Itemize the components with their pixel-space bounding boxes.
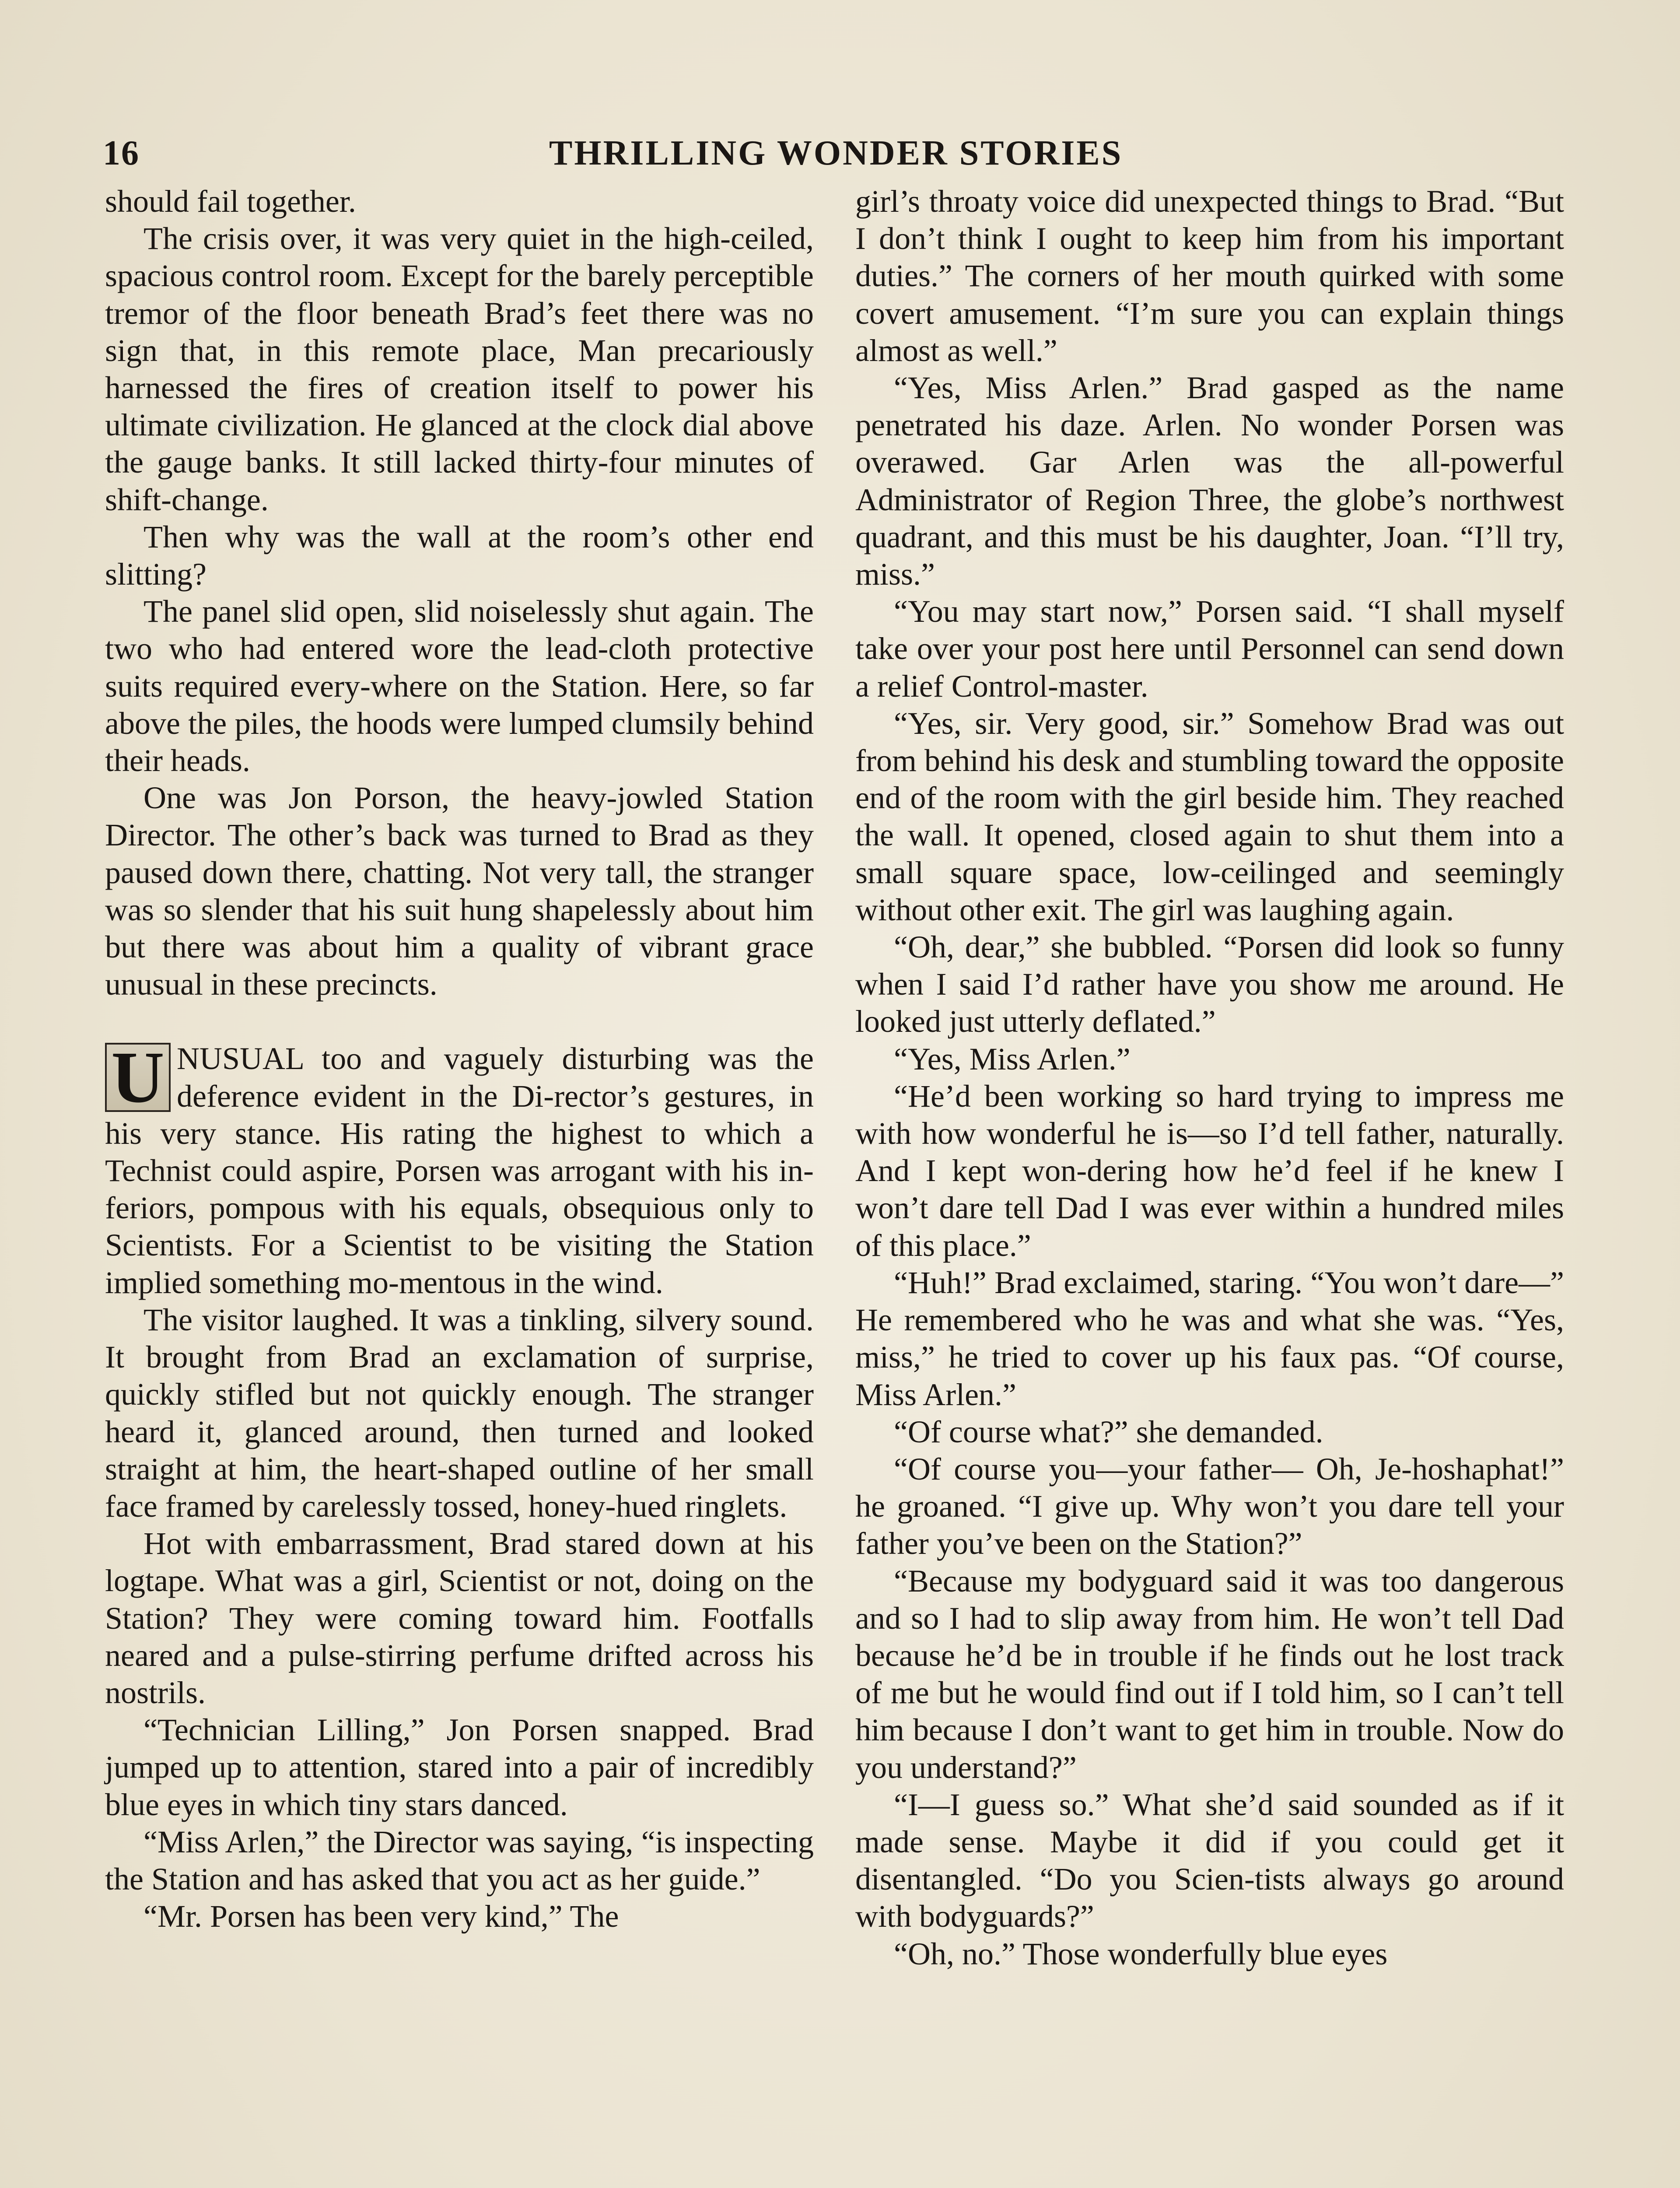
paragraph-text: NUSUAL too and vaguely disturbing was the deference evident in the Di-rector’s gestures, in his very stance. His rating the highest to which a Technist could aspire, Porsen was arrogant with his in-feriors, pompous with his equals, obsequious only to Scientists. For a Scientist to be visiting the Station implied something mo-mentous in the wind.	[105, 1041, 814, 1300]
paragraph: “Miss Arlen,” the Director was saying, “is inspecting the Station and has asked that you act as her guide.”	[105, 1824, 814, 1897]
paragraph: “Yes, Miss Arlen.”	[894, 1041, 1130, 1076]
right-column	[855, 183, 1564, 1973]
paragraph: “You may start now,” Porsen said. “I shall myself take over your post here until Personnel can send down a relief Control-master.	[855, 594, 1564, 704]
left-column	[105, 183, 814, 1935]
paragraph: Then why was the wall at the room’s other end slitting?	[105, 519, 814, 592]
paragraph: Hot with embarrassment, Brad stared down at his logtape. What was a girl, Scientist or not, doing on the Station? They were coming toward him. Footfalls neared and a pulse-stirring perfume drifted across his nostrils.	[105, 1526, 814, 1710]
paragraph: should fail together.	[105, 184, 356, 219]
paragraph: “Technician Lilling,” Jon Porsen snapped. Brad jumped up to attention, stared into a pair of incredibly blue eyes in which tiny stars danced.	[105, 1712, 814, 1822]
paragraph: The panel slid open, slid noiselessly shut again. The two who had entered wore the lead-cloth protective suits required every-where on the Station. Here, so far above the piles, the hoods were lumped clumsily behind their heads.	[105, 594, 814, 778]
page-header	[103, 127, 1575, 179]
drop-cap-letter: U	[105, 1043, 171, 1112]
paragraph: “Of course you—your father— Oh, Je-hoshaphat!” he groaned. “I give up. Why won’t you dare tell your father you’ve been on the Station?”	[855, 1451, 1564, 1561]
paragraph: “Yes, Miss Arlen.” Brad gasped as the name penetrated his daze. Arlen. No wonder Porsen was overawed. Gar Arlen was the all-powerful Administrator of Region Three, the globe’s northwest quadrant, and this must be his daughter, Joan. “I’ll try, miss.”	[855, 370, 1564, 592]
paragraph: girl’s throaty voice did unexpected things to Brad. “But I don’t think I ought to keep him from his important duties.” The corners of her mouth quirked with some covert amusement. “I’m sure you can explain things almost as well.”	[855, 184, 1564, 368]
paragraph: The visitor laughed. It was a tinkling, silvery sound. It brought from Brad an exclamation of surprise, quickly stifled but not quickly enough. The stranger heard it, glanced around, then turned and looked straight at him, the heart-shaped outline of her small face framed by carelessly tossed, honey-hued ringlets.	[105, 1302, 814, 1524]
paragraph: “Mr. Porsen has been very kind,” The	[144, 1899, 619, 1934]
paragraph: “Oh, no.” Those wonderfully blue eyes	[894, 1936, 1388, 1971]
page-number: 16	[103, 134, 140, 172]
running-head: THRILLING WONDER STORIES	[549, 134, 1123, 172]
paragraph: “He’d been working so hard trying to impress me with how wonderful he is—so I’d tell father, naturally. And I kept won-dering how he’d feel if he knew I won’t dare tell Dad I was ever within a hundred miles of this place.”	[855, 1078, 1564, 1263]
paragraph: The crisis over, it was very quiet in the high-ceiled, spacious control room. Except for the barely perceptible tremor of the floor beneath Brad’s feet there was no sign that, in this remote place, Man precariously harnessed the fires of creation itself to power his ultimate civilization. He glanced at the clock dial above the gauge banks. It still lacked thirty-four minutes of shift-change.	[105, 221, 814, 517]
section-opening-paragraph	[105, 1037, 814, 1301]
paragraph: “Oh, dear,” she bubbled. “Porsen did look so funny when I said I’d rather have you show me around. He looked just utterly deflated.”	[855, 929, 1564, 1039]
paragraph: “I—I guess so.” What she’d said sounded as if it made sense. Maybe it did if you could get it disentangled. “Do you Scien-tists always go around with bodyguards?”	[855, 1787, 1564, 1934]
paragraph: “Yes, sir. Very good, sir.” Somehow Brad was out from behind his desk and stumbling toward the opposite end of the room with the girl beside him. They reached the wall. It opened, closed again to shut them into a small square space, low-ceilinged and seemingly without other exit. The girl was laughing again.	[855, 705, 1564, 927]
paragraph: “Of course what?” she demanded.	[894, 1414, 1323, 1449]
paragraph: “Huh!” Brad exclaimed, staring. “You won’t dare—” He remembered who he was and what she was. “Yes, miss,” he tried to cover up his faux pas. “Of course, Miss Arlen.”	[855, 1265, 1564, 1412]
paragraph: One was Jon Porson, the heavy-jowled Station Director. The other’s back was turned to Brad as they paused down there, chatting. Not very tall, the stranger was so slender that his suit hung shapelessly about him but there was about him a quality of vibrant grace unusual in these precincts.	[105, 780, 814, 1002]
paragraph: “Because my bodyguard said it was too dangerous and so I had to slip away from him. He won’t tell Dad because he’d be in trouble if he finds out he lost track of me but he would find out if I told him, so I can’t tell him because I don’t want to get him in trouble. Now do you understand?”	[855, 1563, 1564, 1785]
